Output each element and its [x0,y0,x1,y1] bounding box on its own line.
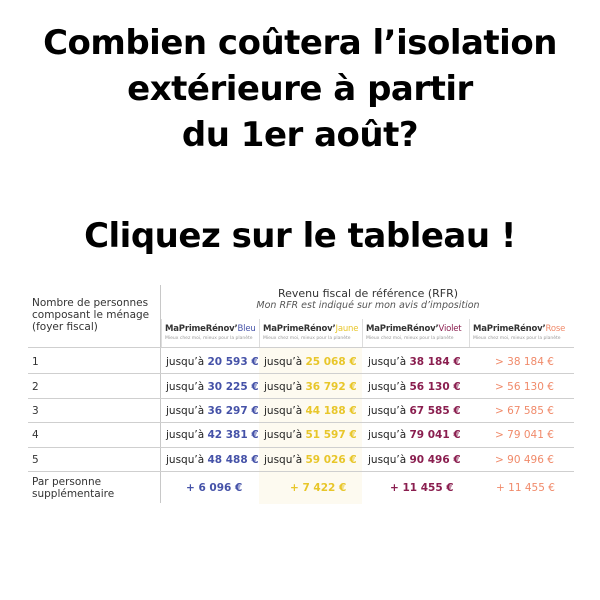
brand-name: MaPrimeRénov’ [263,324,336,334]
rfr-title: Revenu fiscal de référence (RFR) [277,287,459,300]
table-cell: jusqu’à 67 585 € [368,405,461,417]
table-cell: > 56 130 € [495,381,554,393]
table-cell: jusqu’à 36 792 € [264,381,357,393]
table-cell: jusqu’à 90 496 € [368,454,461,466]
table-cell: + 6 096 € [186,482,243,494]
row-label-extra-person: Par personne supplémentaire [32,476,115,500]
column-label-violet: Violet [438,324,462,334]
table-cell: jusqu’à 48 488 € [166,454,259,466]
table-cell: > 79 041 € [495,429,554,441]
brand-name: MaPrimeRénov’ [473,324,546,334]
household-size-header: Nombre de personnes composant le ménage (foyer fiscal) [32,297,150,333]
table-cell: jusqu’à 51 597 € [264,429,357,441]
table-cell: jusqu’à 36 297 € [166,405,259,417]
column-tagline: Mieux chez moi, mieux pour la planète [473,336,561,341]
table-cell: + 11 455 € [496,482,555,494]
rfr-subtitle: Mon RFR est indiqué sur mon avis d’imposition [256,300,480,311]
table-cell: + 7 422 € [290,482,347,494]
row-divider [28,471,574,472]
column-header-violet [362,319,470,347]
row-divider [28,347,574,348]
brand-name: MaPrimeRénov’ [366,324,439,334]
table-cell: jusqu’à 38 184 € [368,356,461,368]
table-cell: jusqu’à 56 130 € [368,381,461,393]
table-cell: jusqu’à 30 225 € [166,381,259,393]
row-label: 2 [32,381,39,393]
column-label-rose: Rose [545,324,566,334]
table-cell: jusqu’à 25 068 € [264,356,357,368]
row-divider [28,373,574,374]
row-label: 4 [32,429,39,441]
column-header-bleu [161,319,260,347]
column-label-bleu: Bleu [237,324,256,334]
table-cell: > 90 496 € [495,454,554,466]
table-cell: jusqu’à 44 188 € [264,405,357,417]
column-tagline: Mieux chez moi, mieux pour la planète [263,336,351,341]
income-table-link[interactable] [28,283,574,505]
table-cell: jusqu’à 42 381 € [166,429,259,441]
headline-line-3: du 1er août? [181,115,419,155]
column-tagline: Mieux chez moi, mieux pour la planète [366,336,454,341]
column-header-jaune [259,319,363,347]
table-cell: jusqu’à 20 593 € [166,356,259,368]
headline-line-1: Combien coûtera l’isolation [43,23,557,63]
row-divider [28,398,574,399]
row-divider [28,447,574,448]
column-header-rose [469,319,575,347]
row-divider [28,422,574,423]
call-to-action: Cliquez sur le tableau ! [84,216,516,256]
brand-name: MaPrimeRénov’ [165,324,238,334]
column-tagline: Mieux chez moi, mieux pour la planète [165,336,253,341]
headline [0,20,600,158]
table-cell: + 11 455 € [390,482,454,494]
column-label-jaune: Jaune [335,324,359,334]
table-cell: > 38 184 € [495,356,554,368]
headline-line-2: extérieure à partir [127,69,473,109]
table-cell: jusqu’à 79 041 € [368,429,461,441]
row-label: 3 [32,405,39,417]
row-label: 5 [32,454,39,466]
table-cell: > 67 585 € [495,405,554,417]
row-label: 1 [32,356,39,368]
table-cell: jusqu’à 59 026 € [264,454,357,466]
